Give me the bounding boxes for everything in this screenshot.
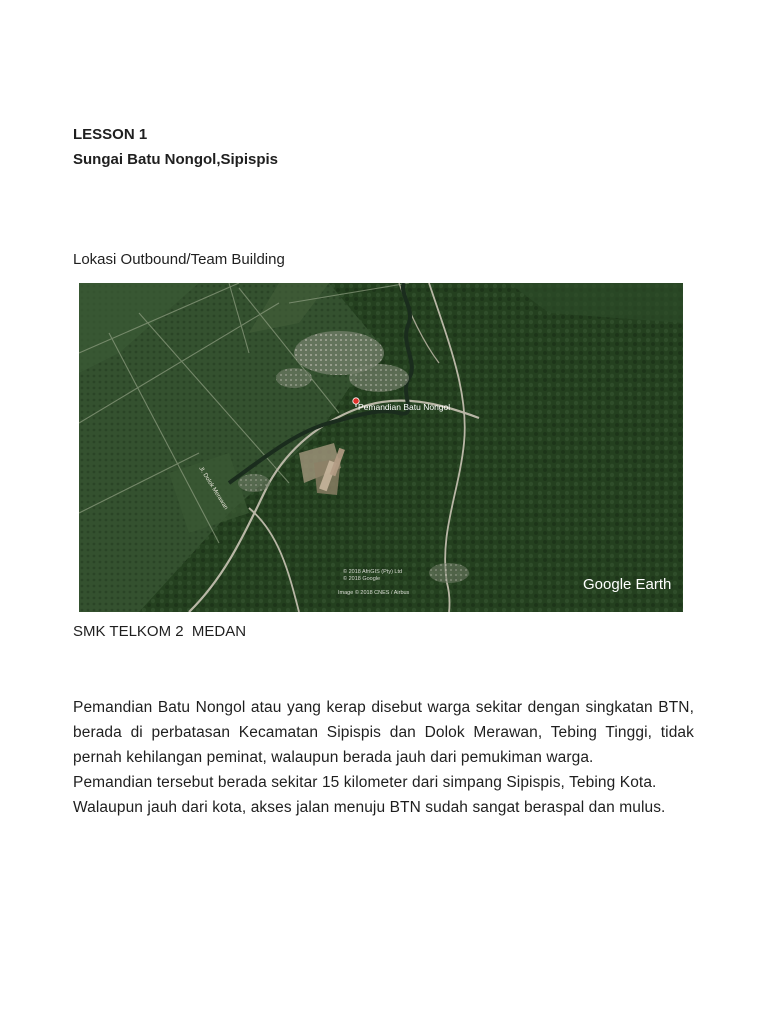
map-pin-label: Pemandian Batu Nongol <box>358 402 451 412</box>
map-credit-2: © 2018 Google <box>343 576 381 582</box>
location-label: Lokasi Outbound/Team Building <box>73 251 285 268</box>
lesson-subtitle: Sungai Batu Nongol,Sipispis <box>73 151 279 168</box>
lesson-title: LESSON 1 <box>73 126 148 143</box>
paragraph: Pemandian Batu Nongol atau yang kerap disebut warga sekitar dengan singkatan BTN, berada di perbatasan Kecamatan Sipispis dan Dolok Merawan, Tebing Tinggi, tidak pernah kehilangan peminat, walaupun berada jauh dari pemukiman warga. <box>73 699 694 766</box>
paragraph: Walaupun jauh dari kota, akses jalan menuju BTN sudah sangat beraspal dan mulus. <box>73 799 666 816</box>
satellite-map-image <box>79 283 683 612</box>
school-label: SMK TELKOM 2 MEDAN <box>73 623 247 640</box>
paragraph: Pemandian tersebut berada sekitar 15 kilometer dari simpang Sipispis, Tebing Kota. <box>73 774 657 791</box>
google-earth-logo: Google Earth <box>583 576 672 593</box>
map-credit-1: © 2018 AfriGIS (Pty) Ltd <box>343 569 403 575</box>
map-credit-3: Image © 2018 CNES / Airbus <box>338 590 410 596</box>
map-road-label: Jl. Dolok Merawan <box>197 465 229 511</box>
body-text <box>73 695 694 820</box>
